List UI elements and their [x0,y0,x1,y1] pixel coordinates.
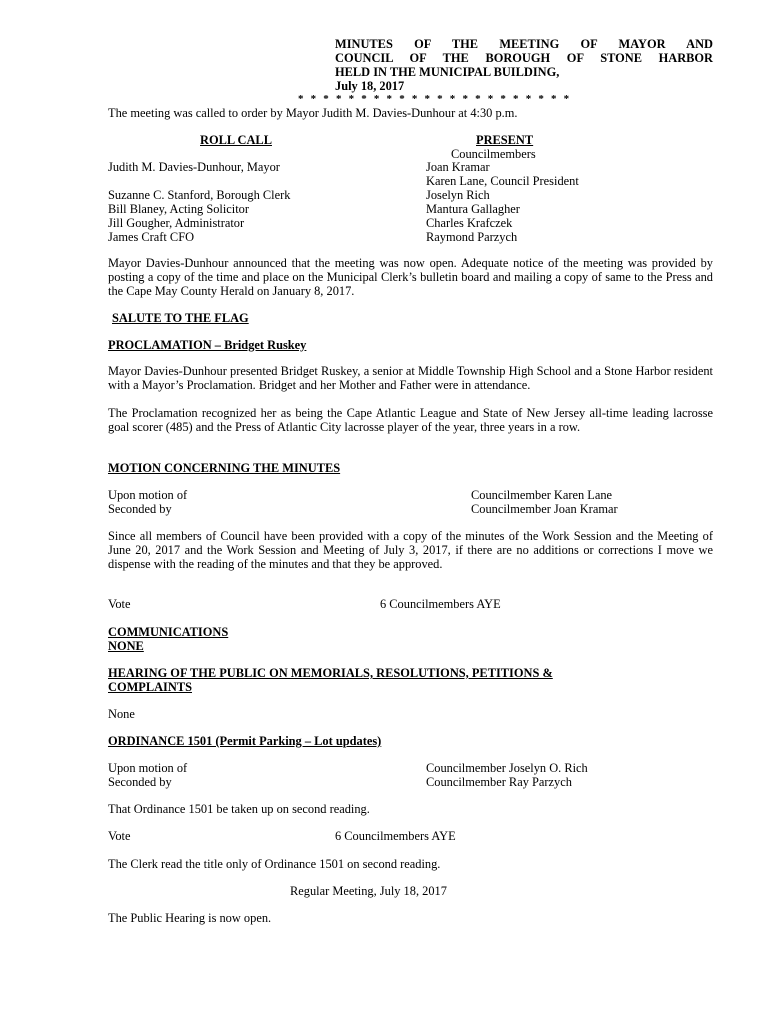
title-line-3: HELD IN THE MUNICIPAL BUILDING, [335,65,560,79]
minutes-upon-label: Upon motion of [108,488,188,502]
official-item: Bill Blaney, Acting Solicitor [108,202,249,216]
minutes-seconded-label: Seconded by [108,502,172,516]
document-title [335,37,713,93]
ordinance-upon-value: Councilmember Joselyn O. Rich [426,761,588,775]
title-line-2: COUNCIL OF THE BOROUGH OF STONE HARBOR [335,51,713,65]
minutes-seconded-value: Councilmember Joan Kramar [471,502,618,516]
ordinance-vote-label: Vote [108,829,131,843]
present-subheading: Councilmembers [451,147,536,161]
member-item: Charles Krafczek [426,216,513,230]
ordinance-heading: ORDINANCE 1501 (Permit Parking – Lot updates) [108,734,382,748]
clerk-reading-text: The Clerk read the title only of Ordinance 1501 on second reading. [108,857,441,871]
minutes-heading: MOTION CONCERNING THE MINUTES [108,461,341,475]
communications-value: NONE [108,639,144,653]
present-heading: PRESENT [476,133,534,147]
title-line-1: MINUTES OF THE MEETING OF MAYOR AND [335,37,713,51]
minutes-vote-label: Vote [108,597,131,611]
communications-heading: COMMUNICATIONS [108,625,229,639]
hearing-value: None [108,707,135,721]
member-item: Joan Kramar [426,160,490,174]
official-item: Jill Gougher, Administrator [108,216,245,230]
official-item: Suzanne C. Stanford, Borough Clerk [108,188,291,202]
member-item: Joselyn Rich [426,188,490,202]
roll-call-officials [108,160,290,244]
member-item: Karen Lane, Council President [426,174,579,188]
salute-heading: SALUTE TO THE FLAG [112,311,249,325]
star-divider: * * * * * * * * * * * * * * * * * * * * * * [298,93,572,105]
minutes-upon-value: Councilmember Karen Lane [471,488,613,502]
proclamation-heading: PROCLAMATION – Bridget Ruskey [108,338,307,352]
ordinance-seconded-label: Seconded by [108,775,172,789]
official-item: Judith M. Davies-Dunhour, Mayor [108,160,280,174]
meeting-date: July 18, 2017 [335,79,405,93]
roll-call-heading: ROLL CALL [200,133,272,147]
member-item: Mantura Gallagher [426,202,520,216]
present-members [426,160,579,244]
ordinance-vote-value: 6 Councilmembers AYE [335,829,456,843]
minutes-motion-text: Since all members of Council have been provided with a copy of the minutes of the Work Session and the Meeting of June 20, 2017 and the Work Session and Meeting of July 3, 2017, if there are no additions or corrections I move we dispense with the reading of the minutes and that they be approved. [108,529,713,571]
hearing-heading-line-2: COMPLAINTS [108,680,192,694]
call-to-order: The meeting was called to order by Mayor Judith M. Davies-Dunhour at 4:30 p.m. [108,106,518,120]
proclamation-paragraph-1: Mayor Davies-Dunhour presented Bridget Ruskey, a senior at Middle Township High School and a Stone Harbor resident with a Mayor’s Proclamation. Bridget and her Mother and Father were in attendance. [108,364,713,392]
notice-paragraph: Mayor Davies-Dunhour announced that the meeting was now open. Adequate notice of the meeting was provided by posting a copy of the time and place on the Municipal Clerk’s bulletin board and mailing a copy of same to the Press and the Cape May County Herald on January 8, 2017. [108,256,713,298]
public-hearing-text: The Public Hearing is now open. [108,911,272,925]
ordinance-text: That Ordinance 1501 be taken up on second reading. [108,802,370,816]
hearing-heading-line-1: HEARING OF THE PUBLIC ON MEMORIALS, RESOLUTIONS, PETITIONS & [108,666,553,680]
ordinance-seconded-value: Councilmember Ray Parzych [426,775,572,789]
official-item: James Craft CFO [108,230,195,244]
minutes-vote-value: 6 Councilmembers AYE [380,597,501,611]
member-item: Raymond Parzych [426,230,518,244]
proclamation-paragraph-2: The Proclamation recognized her as being the Cape Atlantic League and State of New Jersey all-time leading lacrosse goal scorer (485) and the Press of Atlantic City lacrosse player of the year, three years in a row. [108,406,713,434]
running-footer: Regular Meeting, July 18, 2017 [290,884,447,898]
ordinance-upon-label: Upon motion of [108,761,188,775]
